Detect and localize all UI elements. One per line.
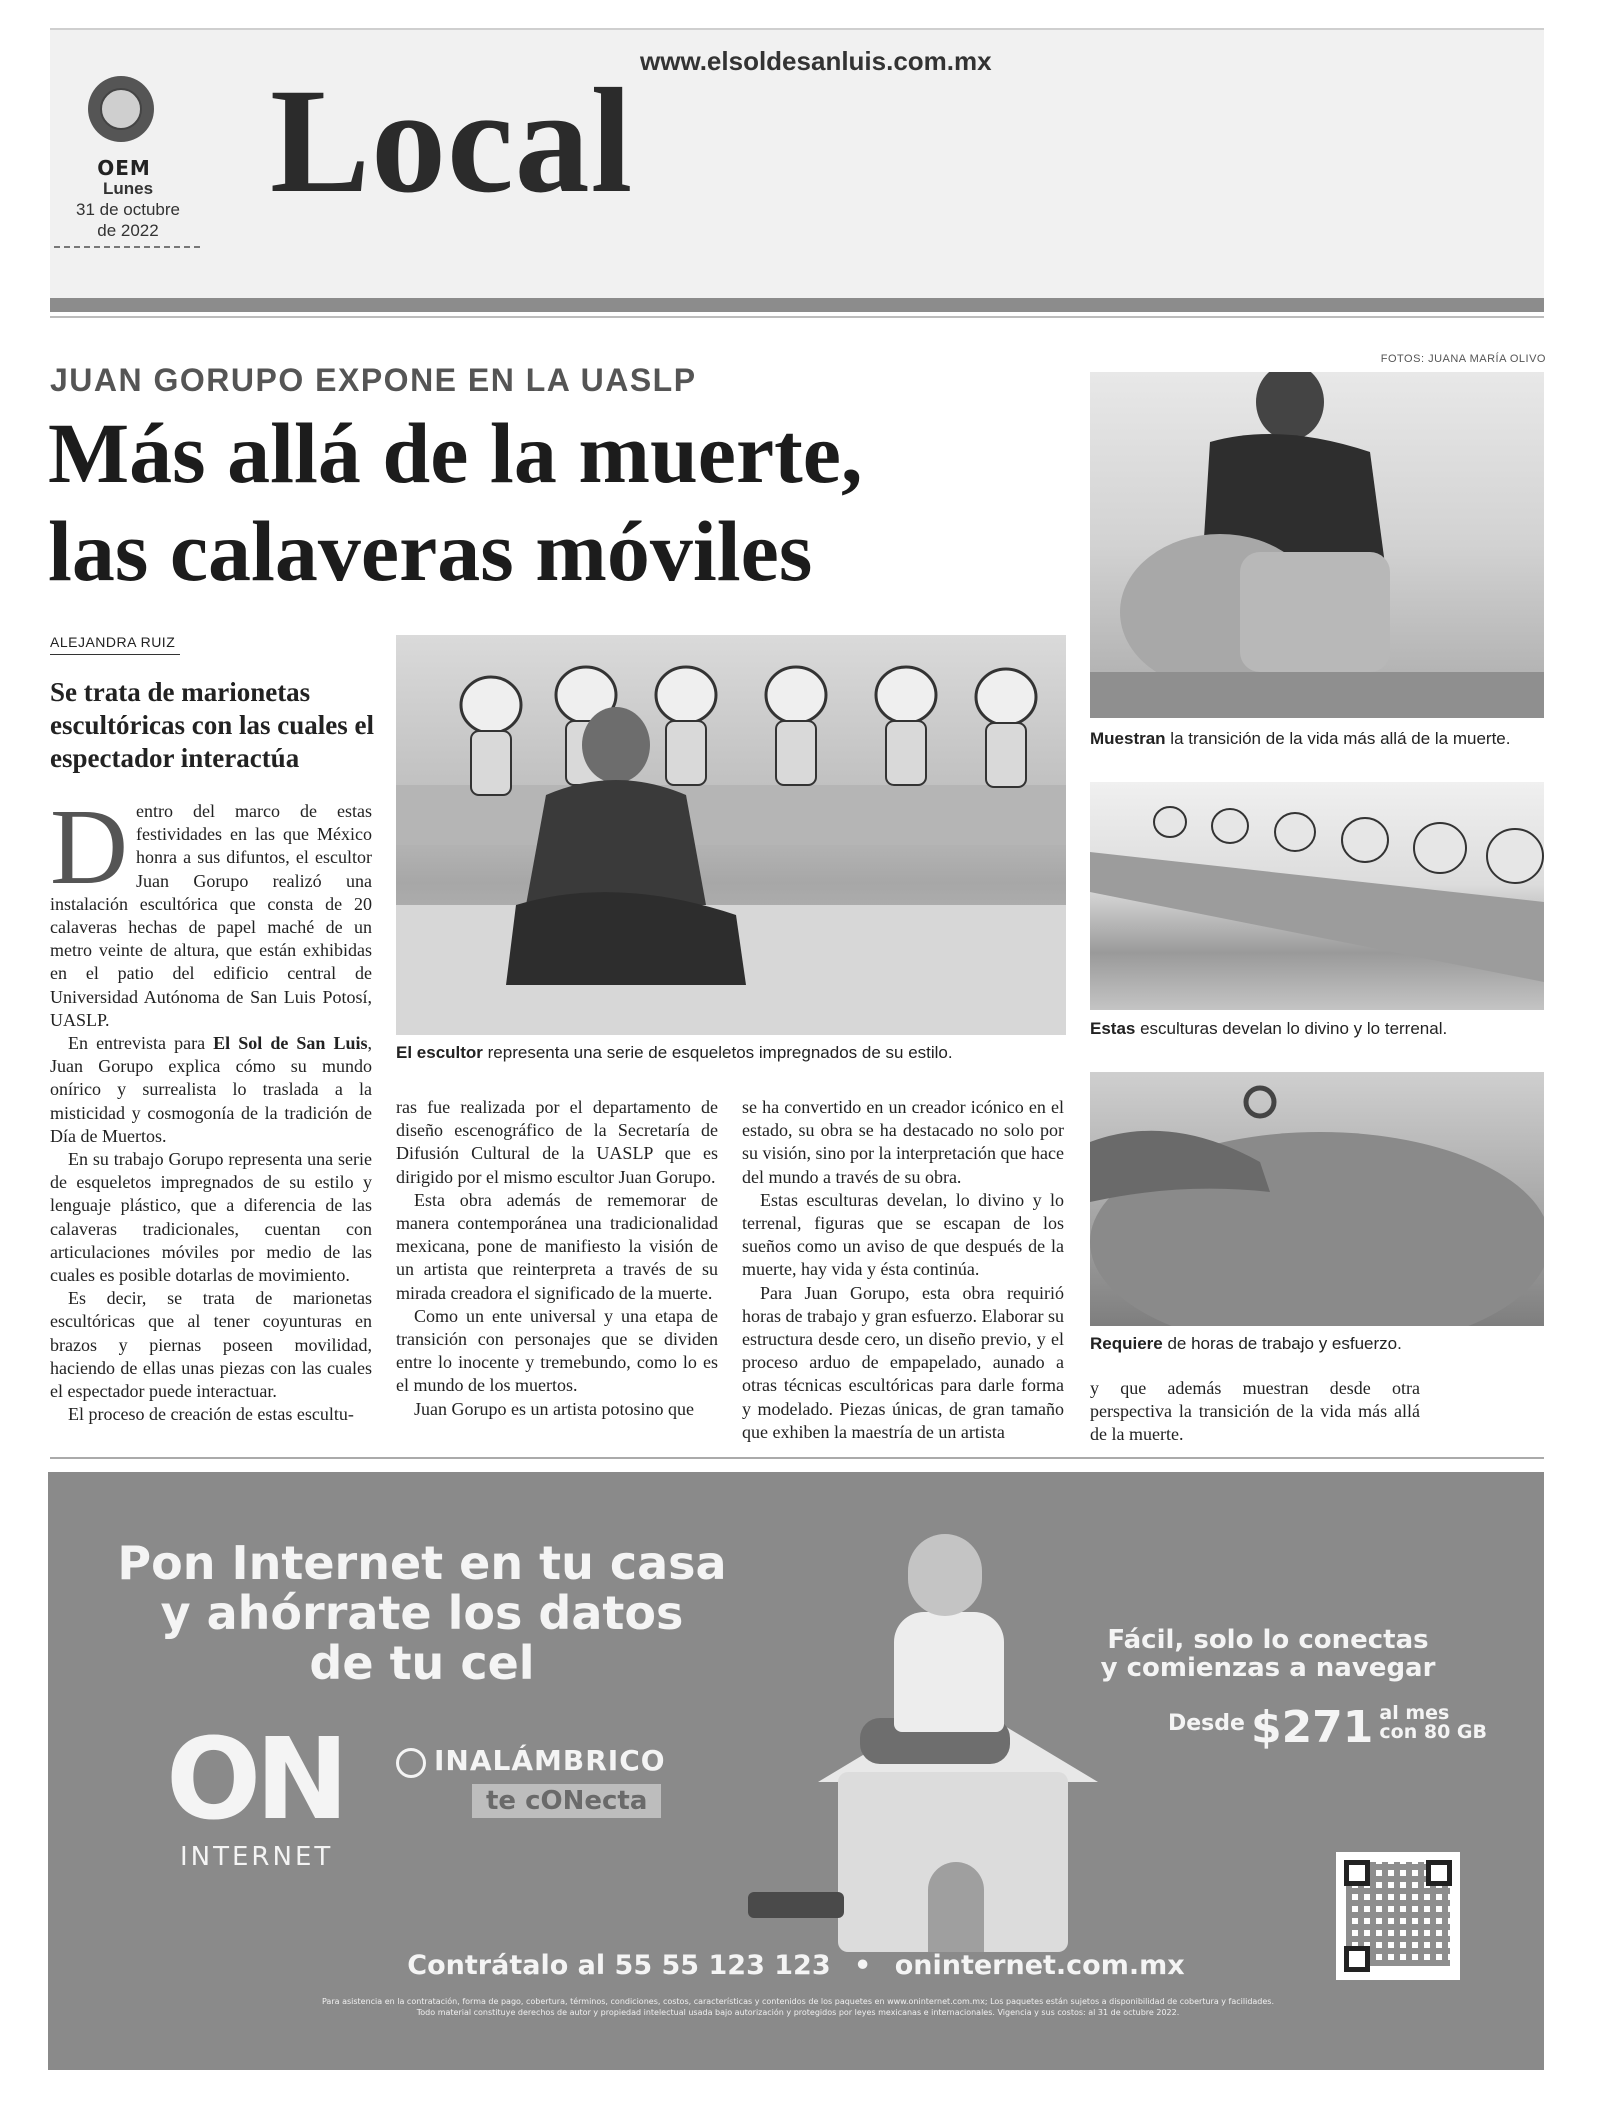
on-internet-logo-sub: INTERNET [180,1842,334,1872]
paragraph: Estas esculturas develan, lo divino y lo terrenal, figuras que se escapan de los sueños como un aviso de que después de la muerte, hay vida y ésta continúa. [742,1189,1064,1280]
ad-legal-line2: Todo material constituye derechos de autor y propiedad intelectual usada bajo autorización y protegidos por leyes mexicanas e internacionales. Vigencia y sus costos: al 31 de octubre 2022. [416,2008,1180,2017]
person-head-icon [908,1534,982,1616]
ad-headline [102,1538,742,1688]
skull-row-photo [1090,782,1544,1010]
ad-tagline-line2: y comienzas a navegar [1100,1653,1436,1683]
caption-text: de horas de trabajo y esfuerzo. [1162,1334,1402,1353]
article-column-2 [396,1096,718,1421]
paragraph-text: En entrevista para [68,1033,214,1054]
article-headline [48,404,1088,600]
drop-cap: D [50,788,128,907]
contact-phone[interactable]: 55 55 123 123 [614,1950,831,1981]
paragraph: y que además muestran desde otra perspectiva la transición de la vida más allá de la muerte. [1090,1378,1420,1445]
photo-caption-main [396,1042,1066,1063]
caption-text: esculturas develan lo divino y lo terrenal. [1135,1019,1448,1038]
masthead-divider-thin [50,316,1544,318]
caption-text: la transición de la vida más allá de la muerte. [1165,729,1511,748]
internet-advertisement[interactable] [48,1472,1544,2070]
caption-lead: Estas [1090,1019,1136,1038]
house-door-icon [928,1862,984,1952]
edition-date [60,178,196,241]
price-detail [1379,1704,1487,1742]
sun-face-icon [100,88,142,130]
wireless-tagline: te cONecta [472,1784,661,1818]
qr-corner-marker [1426,1860,1452,1886]
price-value: $271 [1250,1702,1374,1753]
skull-detail-image [1090,1072,1544,1326]
ad-legal-line1: Para asistencia en la contratación, forma de pago, cobertura, términos, condiciones, costos, características y contenidos de los paquetes en www.oninternet.com.mx; Los paquetes están sujetos a disponibilidad de cobertura y facilidades. [321,1997,1275,2006]
on-internet-logo: ON [166,1715,343,1845]
paragraph-text: , Juan Gorupo explica cómo su mundo onírico y surrealista lo traslada a la misticidad y cosmogonía de la tradición de Día de Muertos. [50,1033,373,1146]
edition-date-line2: de 2022 [97,221,159,240]
skull-detail-photo [1090,1072,1544,1326]
ad-tagline [1038,1626,1498,1682]
paragraph: Esta obra además de rememorar de manera contemporánea una tradicionalidad mexicana, pone de manifiesto la visión de un artista que reinterpreta a través de su mirada creadora el significado de la muerte. [396,1189,718,1303]
article-kicker: JUAN GORUPO EXPONE EN LA UASLP [50,362,697,398]
price-offer [1168,1702,1487,1753]
paragraph: En su trabajo Gorupo representa una serie de esqueletos impregnados de su estilo y lenguaje plástico, que a diferencia de las calaveras tradicionales, cuentan con articulaciones móviles por medio de las cuales es posible dotarlas de movimiento. [50,1149,372,1286]
oem-logo: OEM [97,156,151,180]
router-icon [748,1892,844,1918]
paragraph [50,1032,372,1148]
byline-rule [50,654,180,655]
sculptor-photo [396,635,1066,1035]
ad-tagline-line1: Fácil, solo lo conectas [1107,1625,1429,1655]
edition-day: Lunes [102,179,154,198]
sculptor-working-photo [1090,372,1544,718]
article-byline: ALEJANDRA RUIZ [50,634,176,650]
photo-caption-2 [1090,1018,1544,1039]
caption-text: representa una serie de esqueletos impregnados de su estilo. [482,1043,953,1062]
ad-headline-line2: y ahórrate los datos [160,1586,684,1640]
paragraph: Como un ente universal y una etapa de transición con personajes que se dividen entre lo inocente y tremebundo, como lo es el mundo de los muertos. [396,1305,718,1396]
newspaper-name: El Sol de San Luis [213,1033,368,1054]
article-column-4 [1090,1377,1420,1447]
price-detail-line1: al mes [1379,1702,1450,1724]
sculptor-with-skulls-image [396,635,1066,1035]
section-title: Local [270,58,634,224]
ad-contact [48,1950,1544,1981]
date-divider [54,246,200,248]
paragraph: entro del marco de estas festividades en las que México honra a sus difuntos, el escultor Juan Gorupo realizó una instalación escultórica que consta de 20 calaveras hechas de papel maché de un metro veinte de altura, que están exhibidas en el patio del edificio central de Universidad Autónoma de San Luis Potosí, UASLP. [50,801,372,1030]
contact-site[interactable]: oninternet.com.mx [894,1950,1185,1981]
wireless-label-text: INALÁMBRICO [434,1744,666,1777]
sculptor-working-image [1090,372,1544,718]
contact-separator: • [854,1950,872,1981]
qr-corner-marker [1344,1860,1370,1886]
caption-lead: Muestran [1090,729,1166,748]
paragraph: El proceso de creación de estas escultu- [68,1404,354,1425]
ad-headline-line3: de tu cel [309,1636,535,1690]
wireless-label [394,1744,666,1777]
site-url[interactable]: www.elsoldesanluis.com.mx [640,46,992,76]
skull-row-image [1090,782,1544,1010]
paragraph: Juan Gorupo es un artista potosino que [414,1398,694,1419]
article-column-1 [50,788,373,1426]
paragraph: se ha convertido en un creador icónico en el estado, su obra se ha destacado no solo por su visión, sino por la interpretación que hace del mundo a través de su obra. [742,1097,1064,1187]
price-detail-line2: con 80 GB [1379,1721,1488,1743]
photo-credit: FOTOS: JUANA MARÍA OLIVO [1380,353,1546,365]
paragraph: ras fue realizada por el departamento de diseño escenográfico de la Secretaría de Difusión Cultural de la UASLP que es dirigido por el mismo escultor Juan Gorupo. [396,1097,718,1187]
ad-headline-line1: Pon Internet en tu casa [117,1536,727,1590]
paragraph: Es decir, se trata de marionetas escultóricas que al tener coyunturas en brazos y piernas poseen movilidad, haciendo de ellas unas piezas con las cuales el espectador puede interactuar. [50,1288,372,1402]
edition-date-line1: 31 de octubre [76,200,180,219]
headline-line2: las calaveras móviles [48,503,813,599]
contact-label: Contrátalo al [407,1950,606,1981]
article-column-3 [742,1096,1064,1444]
price-prefix: Desde [1168,1711,1245,1736]
caption-lead: Requiere [1090,1334,1163,1353]
masthead-divider [50,298,1544,312]
article-bottom-rule [50,1457,1544,1459]
person-body-icon [894,1612,1004,1732]
caption-lead: El escultor [396,1043,483,1062]
paragraph: Para Juan Gorupo, esta obra requirió horas de trabajo y gran esfuerzo. Elaborar su estructura desde cero, un diseño previo, y el proceso arduo de empapelado, aunado a otras técnicas escultóricas para darle forma y modelado. Piezas únicas, de gran tamaño que exhiben la maestría de un artista [742,1282,1064,1442]
ad-legal-text [198,1996,1398,2018]
photo-caption-3 [1090,1333,1544,1354]
article-deck: Se trata de marionetas escultóricas con las cuales el espectador interactúa [50,677,374,773]
headline-line1: Más allá de la muerte, [48,405,863,501]
photo-caption-1 [1090,728,1544,749]
